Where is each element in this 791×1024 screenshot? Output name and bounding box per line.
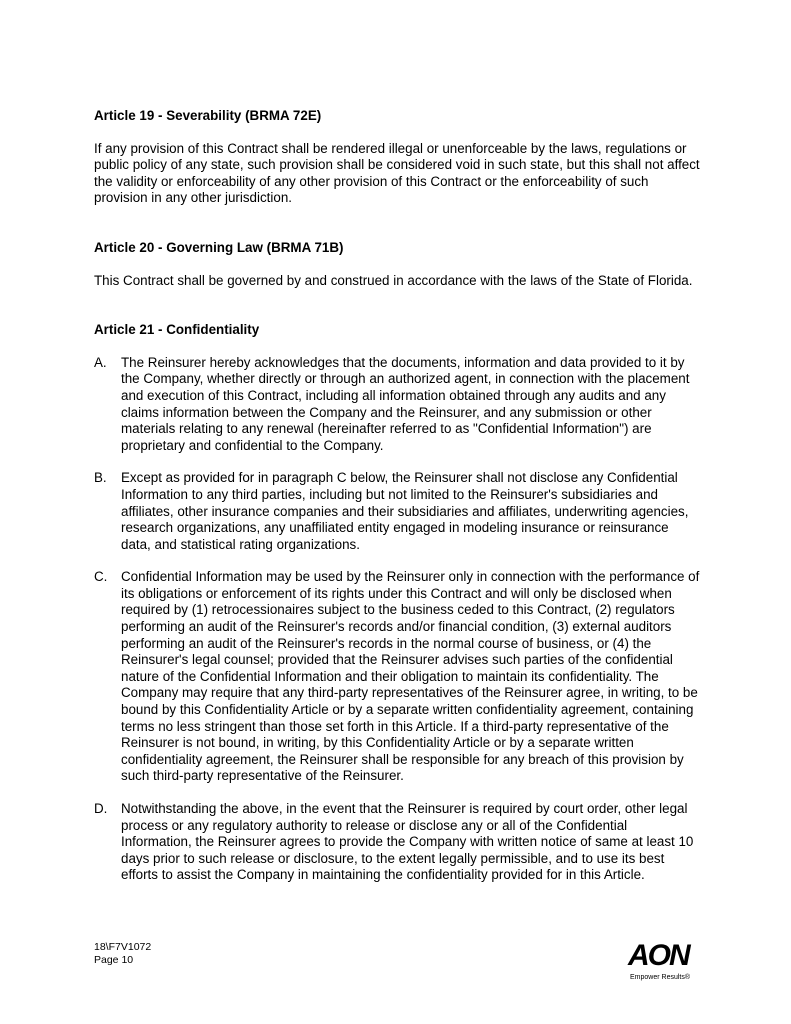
clause-letter: D. [94,801,108,816]
article-20-heading: Article 20 - Governing Law (BRMA 71B) [94,239,344,255]
clause-c [94,569,700,785]
document-id: 18\F7V1072 [94,941,152,953]
clause-letter: A. [94,354,107,370]
article-19-body: If any provision of this Contract shall be rendered illegal or unenforceable by the laws, regulations or public policy of any state, such provision shall be considered void in such state, but this shall not affect the validity or enforceability of any other provision of this Contract or the enforceability of such provision in any other jurisdiction. [94,140,700,206]
article-20-body: This Contract shall be governed by and construed in accordance with the laws of the State of Florida. [94,272,693,288]
aon-logo [628,940,700,988]
clause-letter: B. [94,470,107,486]
article-19-heading: Article 19 - Severability (BRMA 72E) [94,108,322,123]
clause-text: The Reinsurer hereby acknowledges that the documents, information and data provided to it by the Company, whether directly or through an authorized agent, in connection with the placement and execution of this Contract, including all information obtained through any audits and any claims information between the Company and the Reinsurer, and any submission or other materials relating to any renewal (hereinafter referred to as "Confidential Information") are proprietary and confidential to the Company. [121,354,690,453]
page-number: Page 10 [94,954,134,966]
clause-d [94,801,700,884]
logo-tagline: Empower Results® [630,974,691,981]
clause-text: Except as provided for in paragraph C below, the Reinsurer shall not disclose any Confidential Information to any third parties, including but not limited to the Reinsurer's subsidiaries and affiliates, other insurance companies and their subsidiaries and affiliates, underwriting agencies, research organizations, any unaffiliated entity engaged in modeling insurance or reinsurance data, and statistical rating organizations. [121,470,689,552]
clause-a [94,355,700,455]
page-footer [94,941,151,967]
logo-wordmark: AON [628,939,689,972]
clause-b [94,470,700,553]
clause-text: Confidential Information may be used by the Reinsurer only in connection with the performance of its obligations or enforcement of its rights under this Contract and will only be disclosed when required by (1) retrocessionaires subject to the business ceded to this Contract, (2) regulators performing an audit of the Reinsurer's records and/or financial condition, (3) external auditors performing an audit of the Reinsurer's records in the normal course of business, or (4) the Reinsurer's legal counsel; provided that the Reinsurer advises such parties of the confidential nature of the Confidential Information and their obligation to maintain its confidentiality. The Company may require that any third-party representatives of the Reinsurer agree, in writing, to be bound by this Confidentiality Article or by a separate written confidentiality agreement, containing terms no less stringent than those set forth in this Article. If a third-party representative of the Reinsurer is not bound, in writing, by this Confidentiality Article or by a separate written confidentiality agreement, the Reinsurer shall be responsible for any breach of this provision by such third-party representative of the Reinsurer. [121,569,700,784]
clause-letter: C. [94,569,108,585]
document-body [94,108,700,900]
clause-text: Notwithstanding the above, in the event that the Reinsurer is required by court order, other legal process or any regulatory authority to release or disclose any or all of the Confidential Information, the Reinsurer agrees to provide the Company with written notice of same at least 10 days prior to such release or disclosure, to the extent legally permissible, and to use its best efforts to assist the Company in maintaining the confidentiality provided for in this Article. [121,801,694,883]
article-21-heading: Article 21 - Confidentiality [94,322,260,338]
